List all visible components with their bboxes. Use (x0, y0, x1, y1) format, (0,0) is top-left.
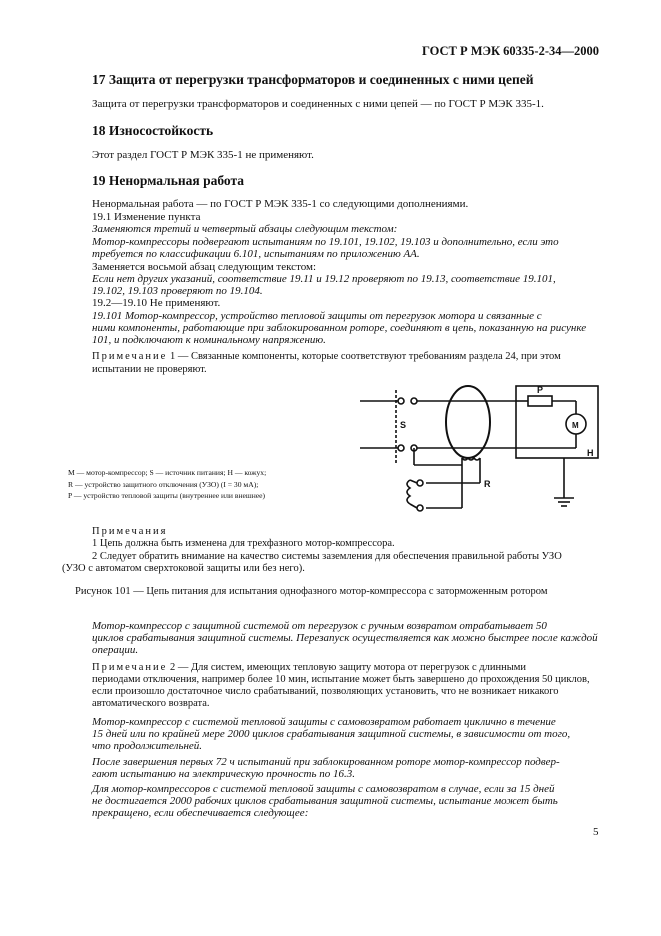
label-r: R (484, 479, 491, 489)
section-17-title: 17 Защита от перегрузки трансформаторов и соединенных с ними цепей (92, 72, 534, 87)
label-s: S (400, 420, 407, 430)
section-18-title: 18 Износостойкость (92, 123, 214, 138)
for-mc-line-3: прекращено, если обеспечивается следующее: (92, 807, 309, 819)
terminal-top-right (411, 398, 417, 404)
manual-reset-line-3: операции. (92, 644, 139, 656)
note-2-line-3: если произошло достаточное число срабатываний, позволяющих установить, что не возникает никакого (92, 686, 559, 697)
rcd-coil-r (407, 480, 410, 504)
figure-caption: Рисунок 101 — Цепь питания для испытания однофазного мотор-компрессора с заторможенным ротором (75, 586, 548, 597)
note-2-line-2: периодами отключения, например более 10 мин, испытание может быть завершено до прохождения 50 циклов, (92, 674, 590, 685)
protector-p (528, 396, 552, 406)
legend-line-1: M — мотор-компрессор; S — источник питания; H — кожух; (68, 468, 267, 477)
after-72h-line-1: После завершения первых 72 ч испытаний при заблокированном роторе мотор-компрессор подвер- (92, 756, 560, 768)
label-m: M (572, 421, 579, 430)
note-2-line-4: автоматического возврата. (92, 698, 210, 709)
for-mc-line-2: не достигается 2000 рабочих циклов срабатывания защитной системы, испытание может быть (92, 795, 558, 807)
clause-19-1: 19.1 Изменение пункта (92, 211, 201, 223)
note-1-text: 1 — Связанные компоненты, которые соответствуют требованиям раздела 24, при этом (169, 351, 561, 362)
page-number: 5 (593, 826, 599, 838)
label-p: P (537, 385, 544, 395)
note-2-label: Примечание (92, 662, 168, 673)
section-19-title: 19 Ненормальная работа (92, 173, 245, 188)
auto-reset-line-3: что продолжительней. (92, 740, 203, 752)
note-2-text: 2 — Для систем, имеющих тепловую защиту мотора от перегрузок с длинными (169, 662, 527, 673)
note-1-label: Примечание (92, 351, 168, 362)
manual-reset-line-2: циклов срабатывания защитной системы. Перезапуск осуществляется как можно быстрее после каждой (92, 632, 598, 644)
mc-tests-line-2: требуется по классификации 6.101, испытаниям по приложению АА. (92, 248, 420, 260)
auto-reset-line-1: Мотор-компрессор с системой тепловой защиты с самовозвратом работает циклично в течение (92, 716, 556, 728)
after-72h-line-2: гают испытанию на электрическую прочность по 16.3. (92, 768, 355, 780)
if-none-line-1: Если нет других указаний, соответствие 19.11 и 19.12 проверяют по 19.13, соответствие 19.101, (92, 273, 556, 285)
clause-19-101-line-1: 19.101 Мотор-компрессор, устройство тепловой защиты от перегрузок мотора и связанные с (92, 310, 542, 322)
section-19-intro: Ненормальная работа — по ГОСТ Р МЭК 335-1 со следующими дополнениями. (92, 198, 469, 210)
figure-note-2-line-1: 2 Следует обратить внимание на качество системы заземления для обеспечения правильной работы УЗО (92, 551, 562, 562)
note-1-line-2: испытании не проверяют. (92, 364, 207, 375)
if-none-line-2: 19.102, 19.103 проверяют по 19.104. (92, 285, 263, 297)
replace-eighth-paragraph: Заменяется восьмой абзац следующим текстом: (92, 261, 317, 273)
manual-reset-line-1: Мотор-компрессор с защитной системой от перегрузок с ручным возвратом отрабатывает 50 (92, 620, 547, 632)
document-header: ГОСТ Р МЭК 60335-2-34—2000 (421, 44, 599, 58)
auto-reset-line-2: 15 дней или по крайней мере 2000 циклов срабатывания защитной системы, в зависимости от того, (92, 728, 571, 740)
clause-19-101-line-2: ними компоненты, работающие при заблокированном роторе, соединяют в цепь, показанную на рисунке (92, 322, 587, 334)
figure-notes-title: Примечания (92, 526, 168, 537)
legend-line-2: R — устройство защитного отключения (УЗО) (I = 30 мА); (68, 479, 259, 489)
r-terminal-bottom (417, 505, 423, 511)
clause-19-2-19-10: 19.2—19.10 Не применяют. (92, 297, 221, 309)
terminal-s-top (398, 398, 404, 404)
clause-19-101-line-3: 101, и подключают к номинальному напряжению. (92, 334, 326, 346)
section-17-text: Защита от перегрузки трансформаторов и соединенных с ними цепей — по ГОСТ Р МЭК 335-1. (92, 98, 544, 110)
label-h: H (587, 448, 594, 458)
section-18-text: Этот раздел ГОСТ Р МЭК 335-1 не применяют. (92, 149, 314, 161)
legend-line-3: P — устройство тепловой защиты (внутреннее или внешнее) (68, 491, 266, 500)
figure-legend (68, 467, 266, 502)
figure-note-1: 1 Цепь должна быть изменена для трехфазного мотор-компрессора. (92, 538, 395, 549)
r-terminal-top (417, 480, 423, 486)
mc-tests-line-1: Мотор-компрессоры подвергают испытаниям по 19.101, 19.102, 19.103 и дополнительно, если это (92, 236, 559, 248)
terminal-s-bottom (398, 445, 404, 451)
replace-paragraphs-note: Заменяются третий и четвертый абзацы следующим текстом: (92, 223, 398, 235)
for-mc-line-1: Для мотор-компрессоров с системой тепловой защиты с самовозвратом в случае, если за 15 дней (92, 783, 555, 795)
figure-note-2-line-2: (УЗО с автоматом сверхтоковой защиты или без него). (62, 563, 305, 574)
